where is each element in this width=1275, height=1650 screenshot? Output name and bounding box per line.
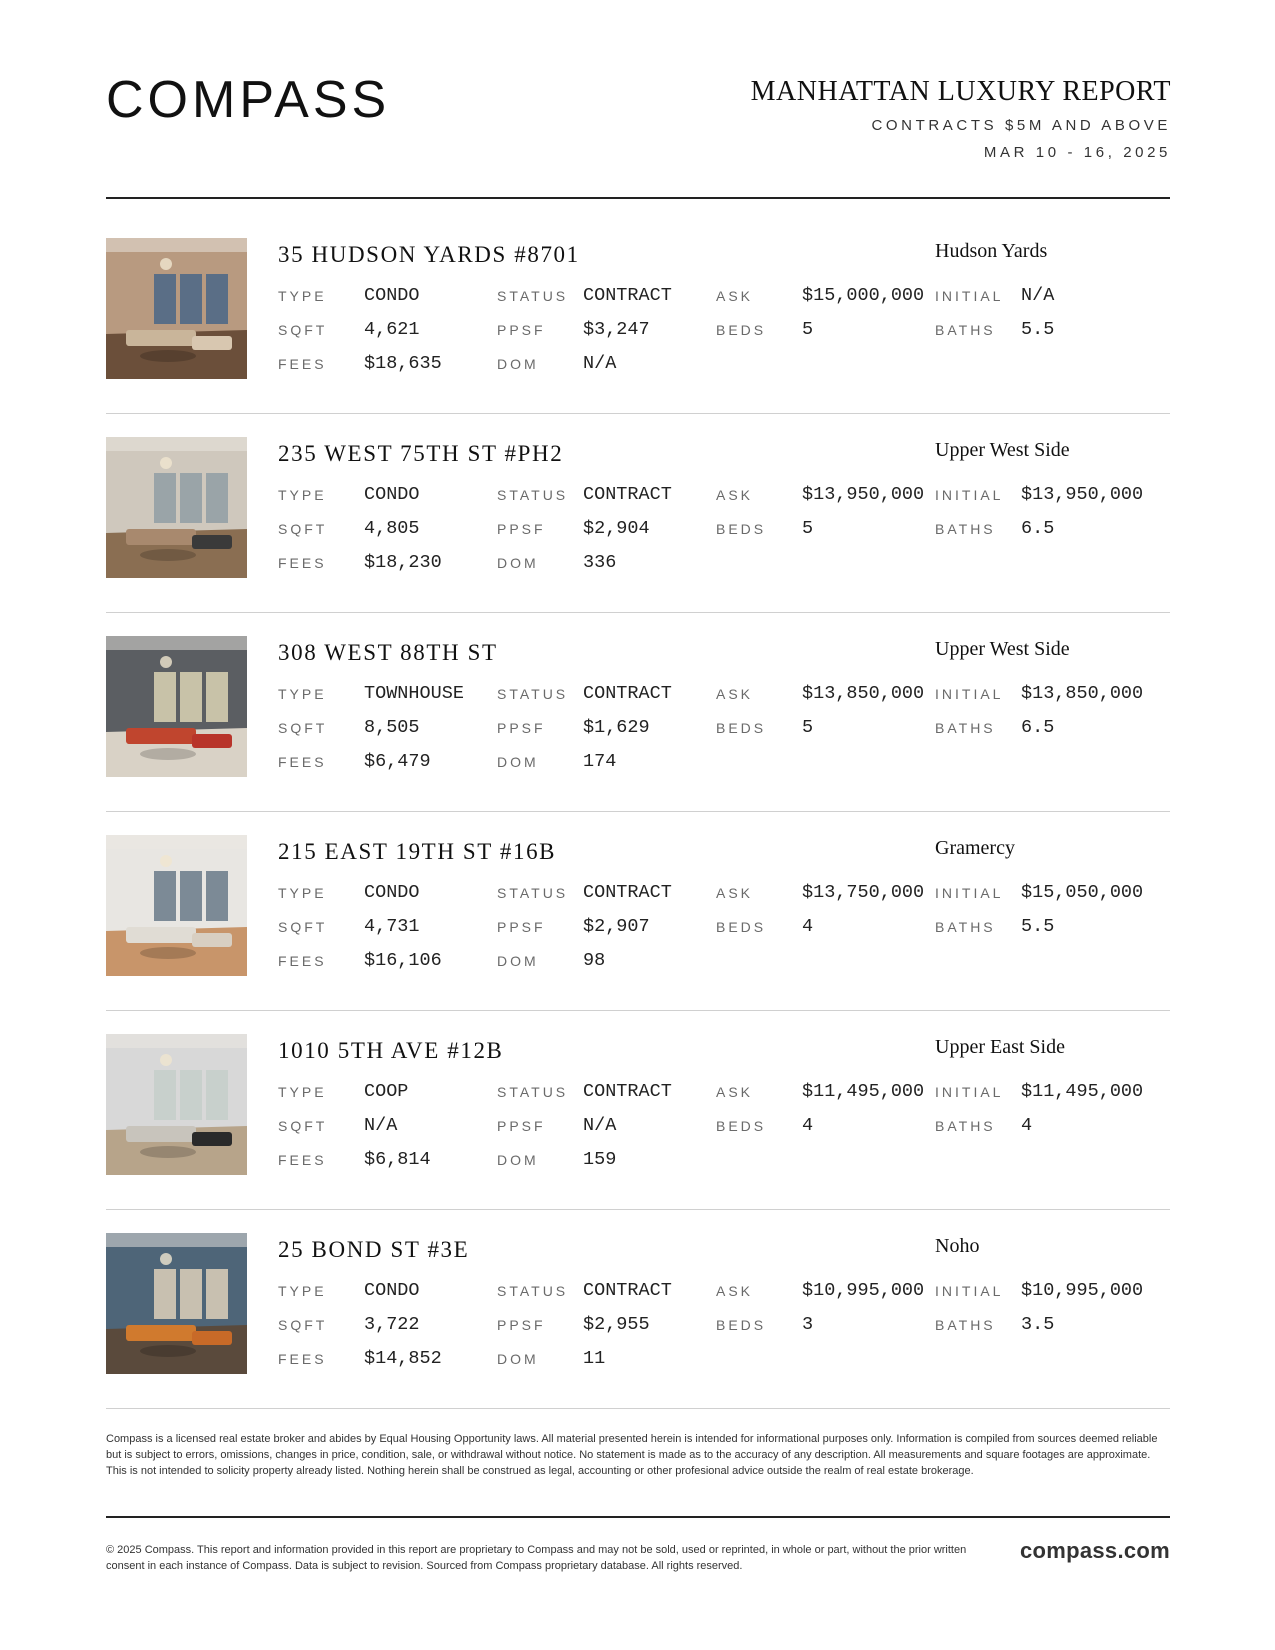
fees-label: FEES bbox=[278, 356, 327, 372]
dom-label: DOM bbox=[497, 1351, 539, 1367]
website-link[interactable]: compass.com bbox=[1019, 1538, 1170, 1563]
fees-label: FEES bbox=[278, 1351, 327, 1367]
baths-value: 3.5 bbox=[1021, 1314, 1055, 1335]
ppsf-label: PPSF bbox=[497, 322, 546, 338]
initial-value: $11,495,000 bbox=[1021, 1081, 1144, 1102]
ask-label: ASK bbox=[716, 686, 754, 702]
type-value: TOWNHOUSE bbox=[364, 683, 464, 704]
dom-label: DOM bbox=[497, 555, 539, 571]
listing-divider bbox=[106, 1010, 1170, 1011]
listing-neighborhood: Upper West Side bbox=[935, 638, 1070, 660]
listing-photo[interactable] bbox=[106, 636, 247, 777]
ask-value: $10,995,000 bbox=[802, 1280, 925, 1301]
fees-value: $16,106 bbox=[364, 950, 442, 971]
listing-address[interactable]: 215 EAST 19TH ST #16B bbox=[278, 839, 557, 864]
status-value: CONTRACT bbox=[583, 1081, 672, 1102]
type-value: CONDO bbox=[364, 1280, 420, 1301]
listing-neighborhood: Noho bbox=[935, 1235, 980, 1257]
listing-card[interactable] bbox=[106, 1034, 1170, 1194]
sqft-value: 4,805 bbox=[364, 518, 420, 539]
fees-value: $6,814 bbox=[364, 1149, 431, 1170]
type-label: TYPE bbox=[278, 1283, 327, 1299]
listing-photo[interactable] bbox=[106, 1233, 247, 1374]
sqft-value: 4,621 bbox=[364, 319, 420, 340]
baths-label: BATHS bbox=[935, 521, 996, 537]
fees-label: FEES bbox=[278, 555, 327, 571]
fees-label: FEES bbox=[278, 953, 327, 969]
ask-value: $13,950,000 bbox=[802, 484, 925, 505]
fees-value: $14,852 bbox=[364, 1348, 442, 1369]
dom-value: 336 bbox=[583, 552, 617, 573]
ppsf-value: $2,907 bbox=[583, 916, 650, 937]
status-value: CONTRACT bbox=[583, 1280, 672, 1301]
ppsf-value: $2,955 bbox=[583, 1314, 650, 1335]
ask-label: ASK bbox=[716, 288, 754, 304]
status-value: CONTRACT bbox=[583, 882, 672, 903]
ppsf-value: $2,904 bbox=[583, 518, 650, 539]
beds-value: 3 bbox=[802, 1314, 814, 1335]
ppsf-label: PPSF bbox=[497, 720, 546, 736]
beds-value: 5 bbox=[802, 518, 814, 539]
listing-card[interactable] bbox=[106, 238, 1170, 398]
listing-photo[interactable] bbox=[106, 835, 247, 976]
baths-value: 5.5 bbox=[1021, 319, 1055, 340]
type-value: CONDO bbox=[364, 285, 420, 306]
header-divider bbox=[106, 197, 1170, 199]
dom-label: DOM bbox=[497, 754, 539, 770]
sqft-label: SQFT bbox=[278, 1118, 328, 1134]
listing-neighborhood: Hudson Yards bbox=[935, 240, 1048, 262]
listing-card[interactable] bbox=[106, 437, 1170, 597]
listing-address[interactable]: 25 BOND ST #3E bbox=[278, 1237, 470, 1262]
ask-value: $13,750,000 bbox=[802, 882, 925, 903]
baths-label: BATHS bbox=[935, 322, 996, 338]
ask-label: ASK bbox=[716, 1084, 754, 1100]
beds-label: BEDS bbox=[716, 1118, 767, 1134]
fees-value: $18,230 bbox=[364, 552, 442, 573]
dom-value: N/A bbox=[583, 353, 617, 374]
fees-label: FEES bbox=[278, 754, 327, 770]
listing-card[interactable] bbox=[106, 636, 1170, 796]
dom-value: 11 bbox=[583, 1348, 606, 1369]
baths-label: BATHS bbox=[935, 919, 996, 935]
status-label: STATUS bbox=[497, 487, 569, 503]
sqft-label: SQFT bbox=[278, 521, 328, 537]
dom-value: 159 bbox=[583, 1149, 617, 1170]
status-label: STATUS bbox=[497, 1084, 569, 1100]
initial-label: INITIAL bbox=[935, 288, 1004, 304]
baths-value: 4 bbox=[1021, 1115, 1033, 1136]
beds-label: BEDS bbox=[716, 322, 767, 338]
initial-label: INITIAL bbox=[935, 1283, 1004, 1299]
beds-label: BEDS bbox=[716, 720, 767, 736]
ask-value: $13,850,000 bbox=[802, 683, 925, 704]
ppsf-value: $3,247 bbox=[583, 319, 650, 340]
baths-label: BATHS bbox=[935, 1118, 996, 1134]
type-value: CONDO bbox=[364, 484, 420, 505]
ppsf-value: N/A bbox=[583, 1115, 617, 1136]
listing-address[interactable]: 1010 5TH AVE #12B bbox=[278, 1038, 504, 1063]
listing-divider bbox=[106, 413, 1170, 414]
type-label: TYPE bbox=[278, 288, 327, 304]
report-date-range: MAR 10 - 16, 2025 bbox=[983, 144, 1171, 161]
initial-value: N/A bbox=[1021, 285, 1055, 306]
listing-neighborhood: Gramercy bbox=[935, 837, 1015, 859]
beds-value: 5 bbox=[802, 319, 814, 340]
listing-neighborhood: Upper East Side bbox=[935, 1036, 1065, 1058]
beds-value: 4 bbox=[802, 1115, 814, 1136]
baths-label: BATHS bbox=[935, 720, 996, 736]
ask-label: ASK bbox=[716, 885, 754, 901]
ppsf-label: PPSF bbox=[497, 919, 546, 935]
listing-address[interactable]: 235 WEST 75TH ST #PH2 bbox=[278, 441, 564, 466]
beds-label: BEDS bbox=[716, 919, 767, 935]
compass-logo-text: COMPASS bbox=[106, 74, 391, 126]
fees-value: $18,635 bbox=[364, 353, 442, 374]
initial-value: $10,995,000 bbox=[1021, 1280, 1144, 1301]
beds-label: BEDS bbox=[716, 521, 767, 537]
status-label: STATUS bbox=[497, 1283, 569, 1299]
type-value: CONDO bbox=[364, 882, 420, 903]
initial-label: INITIAL bbox=[935, 487, 1004, 503]
listing-photo[interactable] bbox=[106, 238, 247, 379]
ask-label: ASK bbox=[716, 487, 754, 503]
ppsf-label: PPSF bbox=[497, 1118, 546, 1134]
initial-value: $15,050,000 bbox=[1021, 882, 1144, 903]
ppsf-value: $1,629 bbox=[583, 717, 650, 738]
status-label: STATUS bbox=[497, 885, 569, 901]
ask-value: $15,000,000 bbox=[802, 285, 925, 306]
baths-label: BATHS bbox=[935, 1317, 996, 1333]
initial-value: $13,850,000 bbox=[1021, 683, 1144, 704]
disclaimer-text: Compass is a licensed real estate broker and abides by Equal Housing Opportunity laws. All material presented herein is intended for informational purposes only. Information is compiled from sources deemed reliable but is subject to errors, omissions, changes in price, condition, sale, or withdrawal without notice. No statement is made as to the accuracy of any description. All measurements and square footages are approximate. This is not intended to solicity property already listed. Nothing herein shall be construed as legal, accounting or other profesional advice outside the realm of real estate brokerage. bbox=[106, 1433, 1158, 1477]
dom-label: DOM bbox=[497, 1152, 539, 1168]
beds-value: 4 bbox=[802, 916, 814, 937]
listing-card[interactable] bbox=[106, 1233, 1170, 1393]
type-value: COOP bbox=[364, 1081, 409, 1102]
initial-label: INITIAL bbox=[935, 885, 1004, 901]
copyright-text: © 2025 Compass. This report and information provided in this report are proprietary to Compass and may not be sold, used or reprinted, in whole or part, without the prior written consent in each instance of Compass. Data is subject to revision. Sourced from Compass proprietary database. All rights reserved. bbox=[106, 1544, 967, 1572]
ppsf-label: PPSF bbox=[497, 1317, 546, 1333]
status-value: CONTRACT bbox=[583, 285, 672, 306]
initial-value: $13,950,000 bbox=[1021, 484, 1144, 505]
status-label: STATUS bbox=[497, 288, 569, 304]
listing-neighborhood: Upper West Side bbox=[935, 439, 1070, 461]
listing-divider bbox=[106, 612, 1170, 613]
status-value: CONTRACT bbox=[583, 683, 672, 704]
ppsf-label: PPSF bbox=[497, 521, 546, 537]
type-label: TYPE bbox=[278, 1084, 327, 1100]
status-value: CONTRACT bbox=[583, 484, 672, 505]
type-label: TYPE bbox=[278, 686, 327, 702]
status-label: STATUS bbox=[497, 686, 569, 702]
beds-value: 5 bbox=[802, 717, 814, 738]
dom-label: DOM bbox=[497, 953, 539, 969]
listing-divider bbox=[106, 811, 1170, 812]
beds-label: BEDS bbox=[716, 1317, 767, 1333]
fees-value: $6,479 bbox=[364, 751, 431, 772]
listing-photo[interactable] bbox=[106, 437, 247, 578]
report-title: MANHATTAN LUXURY REPORT bbox=[750, 76, 1171, 107]
initial-label: INITIAL bbox=[935, 686, 1004, 702]
type-label: TYPE bbox=[278, 885, 327, 901]
listing-address[interactable]: 308 WEST 88TH ST bbox=[278, 640, 498, 665]
dom-label: DOM bbox=[497, 356, 539, 372]
listing-divider bbox=[106, 1209, 1170, 1210]
baths-value: 5.5 bbox=[1021, 916, 1055, 937]
baths-value: 6.5 bbox=[1021, 717, 1055, 738]
sqft-value: 4,731 bbox=[364, 916, 420, 937]
listings-bottom-divider bbox=[106, 1408, 1170, 1409]
sqft-label: SQFT bbox=[278, 919, 328, 935]
fees-label: FEES bbox=[278, 1152, 327, 1168]
listing-photo[interactable] bbox=[106, 1034, 247, 1175]
footer-divider bbox=[106, 1516, 1170, 1518]
sqft-label: SQFT bbox=[278, 720, 328, 736]
ask-value: $11,495,000 bbox=[802, 1081, 925, 1102]
sqft-label: SQFT bbox=[278, 322, 328, 338]
sqft-value: N/A bbox=[364, 1115, 398, 1136]
ask-label: ASK bbox=[716, 1283, 754, 1299]
listing-card[interactable] bbox=[106, 835, 1170, 995]
sqft-value: 3,722 bbox=[364, 1314, 420, 1335]
type-label: TYPE bbox=[278, 487, 327, 503]
dom-value: 174 bbox=[583, 751, 617, 772]
sqft-label: SQFT bbox=[278, 1317, 328, 1333]
report-subtitle: CONTRACTS $5M AND ABOVE bbox=[871, 117, 1171, 134]
dom-value: 98 bbox=[583, 950, 606, 971]
sqft-value: 8,505 bbox=[364, 717, 420, 738]
initial-label: INITIAL bbox=[935, 1084, 1004, 1100]
compass-logo bbox=[106, 74, 428, 126]
listing-address[interactable]: 35 HUDSON YARDS #8701 bbox=[278, 242, 580, 267]
baths-value: 6.5 bbox=[1021, 518, 1055, 539]
